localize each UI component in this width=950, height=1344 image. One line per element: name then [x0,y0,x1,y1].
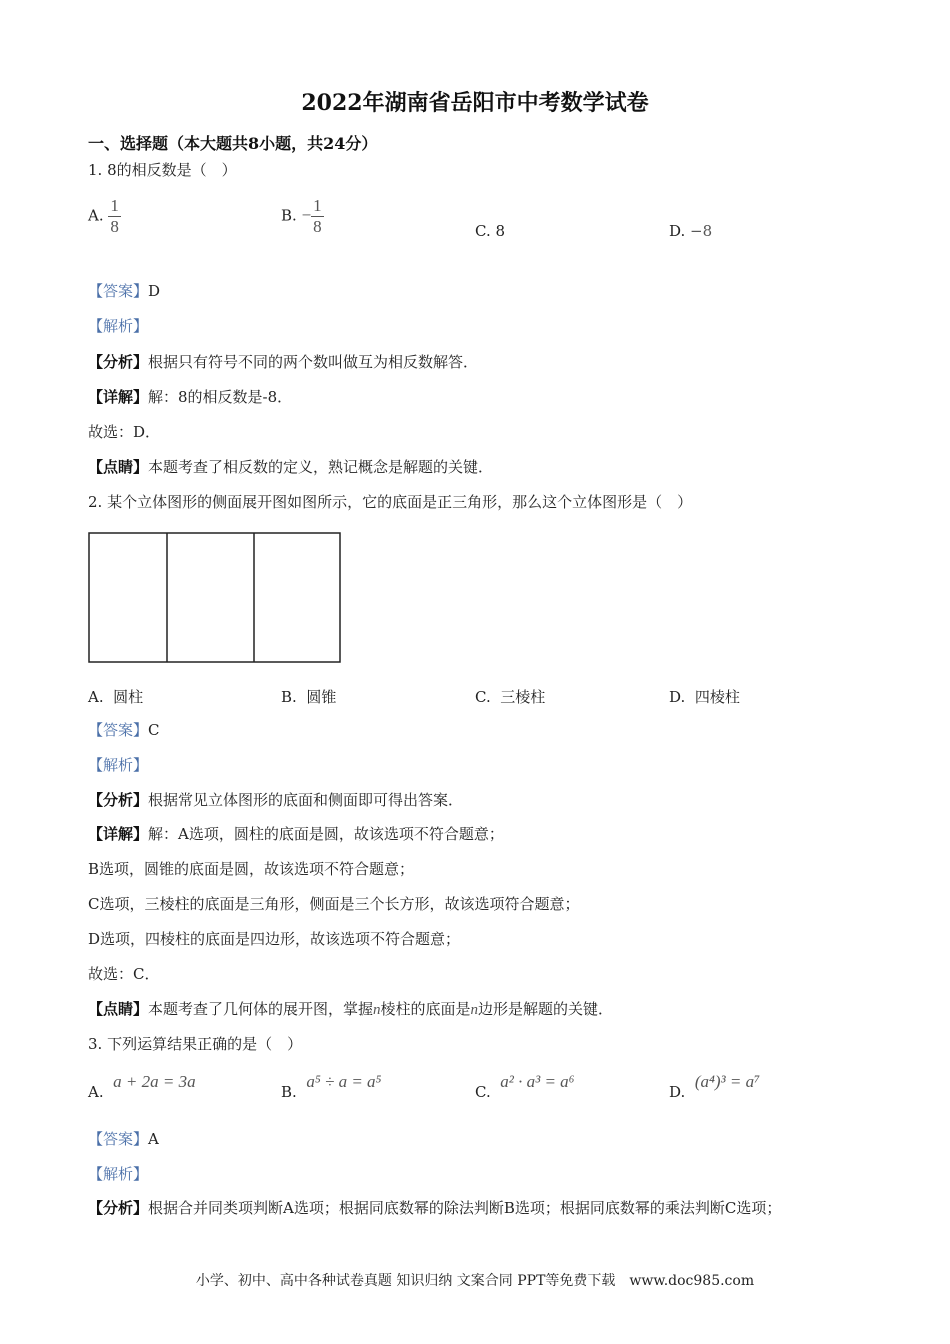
fenxi-tag: 【分析】 [88,353,149,371]
xiangjie-tag: 【详解】 [88,388,149,406]
q2-choose: 故选：C． [88,965,160,983]
fraction-denominator: 8 [313,217,322,236]
option-letter: D. [669,1083,686,1101]
q1-option-d [669,221,712,241]
q1-choose: 故选：D． [88,423,161,441]
fenxi-tag: 【分析】 [88,1199,149,1217]
q3-fenxi [88,1198,781,1218]
answer-value: C [148,721,160,739]
fenxi-tag: 【分析】 [88,791,149,809]
answer-tag: 【答案】 [88,282,149,300]
q1-option-d-letter: D. [669,222,686,240]
fraction-numerator: 1 [110,196,119,215]
analysis-tag: 【解析】 [88,1165,149,1183]
answer-value: D [148,282,161,300]
q1-xiangjie [88,387,292,407]
dianjing-text: 本题考查了相反数的定义，熟记概念是解题的关键． [148,458,494,476]
q3-stem: 3. 下列运算结果正确的是（ ） [88,1035,303,1053]
q3-option-b [281,1072,382,1101]
q3-option-a [88,1072,196,1101]
fenxi-text: 根据常见立体图形的底面和侧面即可得出答案． [148,791,464,809]
q2-dianjing [88,999,613,1020]
option-expression: a⁵ ÷ a = a⁵ [306,1072,382,1091]
answer-value: A [148,1130,159,1148]
dianjing-tag: 【点睛】 [88,458,149,476]
option-letter: D. [669,688,686,706]
q2-unfolded-figure [88,532,342,664]
figure-outer-rect [89,533,340,662]
option-text: 三棱柱 [500,688,546,706]
dianjing-text-2: 棱柱的底面是 [380,1000,471,1018]
q2-analysis-tag [88,755,148,775]
option-letter: B. [281,688,297,706]
option-letter: C. [475,688,491,706]
fraction-numerator: 1 [313,196,322,215]
q1-option-b-fraction [311,196,324,237]
variable-n: n [470,1002,479,1018]
q2-option-b [281,687,336,707]
page-footer: 小学、初中、高中各种试卷真题 知识归纳 文案合同 PPT等免费下载 www.doc985.com [195,1273,755,1289]
q2-option-d [669,687,740,707]
section-heading: 一、选择题（本大题共8小题，共24分） [88,134,378,153]
dianjing-tag: 【点睛】 [88,1000,149,1018]
q1-option-c [475,221,505,241]
page-title: 2022年湖南省岳阳市中考数学试卷 [301,90,649,116]
option-text: 圆柱 [113,688,144,706]
q3-option-c [475,1072,575,1101]
q1-option-b [281,196,324,237]
dianjing-text-3: 边形是解题的关键． [478,1000,614,1018]
q2-option-c [475,687,545,707]
q1-option-d-text: −8 [690,222,713,240]
q2-stem: 2. 某个立体图形的侧面展开图如图所示，它的底面是正三角形，那么这个立体图形是（ ） [88,493,693,511]
answer-tag: 【答案】 [88,1130,149,1148]
xiangjie-tag: 【详解】 [88,825,149,843]
fraction-denominator: 8 [110,217,119,236]
q2-line-c: C选项，三棱柱的底面是三角形，侧面是三个长方形，故该选项符合题意； [88,895,580,913]
q2-line-b: B选项，圆锥的底面是圆，故该选项不符合题意； [88,860,415,878]
q1-option-c-text: 8 [495,222,506,240]
q1-option-c-letter: C. [475,222,491,240]
q1-option-a-letter: A. [88,206,104,225]
option-text: 四棱柱 [694,688,740,706]
option-text: 圆锥 [306,688,337,706]
option-expression: a + 2a = 3a [113,1072,196,1091]
option-expression: (a⁴)³ = a⁷ [694,1072,761,1091]
xiangjie-text: 解：A选项，圆柱的底面是圆，故该选项不符合题意； [148,825,504,843]
fenxi-text: 根据只有符号不同的两个数叫做互为相反数解答． [148,353,479,371]
q2-answer [88,720,160,740]
q2-fenxi [88,790,463,810]
q2-option-a [88,687,143,707]
q3-option-d [669,1072,761,1101]
option-letter: A. [88,688,104,706]
q2-line-d: D选项，四棱柱的底面是四边形，故该选项不符合题意； [88,930,461,948]
answer-tag: 【答案】 [88,721,149,739]
xiangjie-text: 解：8的相反数是-8． [148,388,293,406]
q2-xiangjie [88,824,504,844]
option-letter: A. [88,1083,104,1101]
analysis-tag: 【解析】 [88,756,149,774]
option-letter: B. [281,1083,297,1101]
variable-n: n [373,1002,381,1018]
q1-option-a-fraction [108,196,121,237]
option-letter: C. [475,1083,491,1101]
q1-analysis-tag [88,316,148,336]
fenxi-text: 根据合并同类项判断A选项；根据同底数幂的除法判断B选项；根据同底数幂的乘法判断C选项； [148,1199,782,1217]
dianjing-text-1: 本题考查了几何体的展开图，掌握 [148,1000,374,1018]
q3-answer [88,1129,159,1149]
analysis-tag: 【解析】 [88,317,149,335]
q1-option-a [88,196,121,237]
option-expression: a² · a³ = a⁶ [500,1072,575,1091]
q1-answer [88,281,160,301]
q3-analysis-tag [88,1164,148,1184]
q1-option-b-letter: B. [281,206,297,225]
q1-dianjing [88,457,493,477]
q1-fenxi [88,352,478,372]
q1-option-b-sign: − [301,205,312,225]
q1-stem: 1. 8的相反数是（ ） [88,161,237,179]
